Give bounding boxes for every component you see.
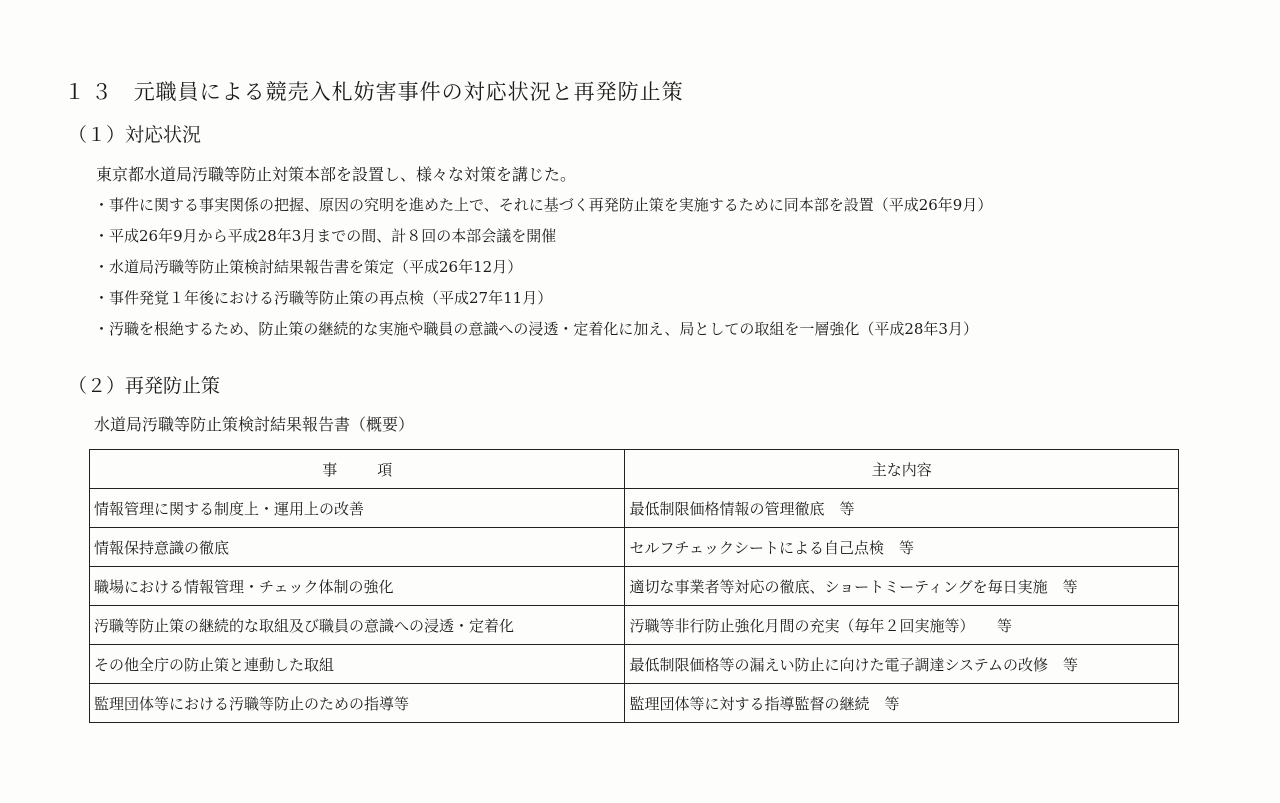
table-cell-content: 適切な事業者等対応の徹底、ショートミーティングを毎日実施 等 [625,567,1179,606]
title-text: 元職員による競売入札妨害事件の対応状況と再発防止策 [133,80,684,104]
table-row [90,489,1179,528]
title-number: １３ [64,80,118,104]
table-cell-content: 監理団体等に対する指導監督の継続 等 [625,684,1179,723]
table-cell-content: 最低制限価格情報の管理徹底 等 [625,489,1179,528]
list-item: ・ 事件発覚１年後における汚職等防止策の再点検（平成27年11月） [94,287,992,318]
table-cell-item: 職場における情報管理・チェック体制の強化 [90,567,625,606]
table-cell-item: 汚職等防止策の継続的な取組及び職員の意識への浸透・定着化 [90,606,625,645]
table-cell-item: 監理団体等における汚職等防止のための指導等 [90,684,625,723]
table-row [90,684,1179,723]
table-cell-item: 情報保持意識の徹底 [90,528,625,567]
table-header-row [90,450,1179,489]
table-row [90,567,1179,606]
list-item: ・ 事件に関する事実関係の把握、原因の究明を進めた上で、それに基づく再発防止策を実施するために同本部を設置（平成26年9月） [94,194,992,225]
table-caption: 水道局汚職等防止策検討結果報告書（概要） [94,415,415,434]
table-cell-item: その他全庁の防止策と連動した取組 [90,645,625,684]
table-row [90,606,1179,645]
measures-list [94,194,992,349]
section-intro: 東京都水道局汚職等防止対策本部を設置し、様々な対策を講じた。 [96,165,577,184]
column-header-content: 主な内容 [625,450,1179,489]
table-row [90,528,1179,567]
list-item: ・ 水道局汚職等防止策検討結果報告書を策定（平成26年12月） [94,256,992,287]
section-heading-prevention: （２）再発防止策 [68,375,221,397]
table-cell-item: 情報管理に関する制度上・運用上の改善 [90,489,625,528]
table-cell-content: 最低制限価格等の漏えい防止に向けた電子調達システムの改修 等 [625,645,1179,684]
page-title [64,76,684,106]
table-cell-content: 汚職等非行防止強化月間の充実（毎年２回実施等） 等 [625,606,1179,645]
column-header-item: 事項 [90,450,625,489]
summary-table [89,449,1179,723]
list-item: ・ 平成26年9月から平成28年3月までの間、計８回の本部会議を開催 [94,225,992,256]
section-heading-status: （１）対応状況 [68,124,202,146]
list-item: ・ 汚職を根絶するため、防止策の継続的な実施や職員の意識への浸透・定着化に加え、局としての取組を一層強化（平成28年3月） [94,318,992,349]
table-cell-content: セルフチェックシートによる自己点検 等 [625,528,1179,567]
table-row [90,645,1179,684]
